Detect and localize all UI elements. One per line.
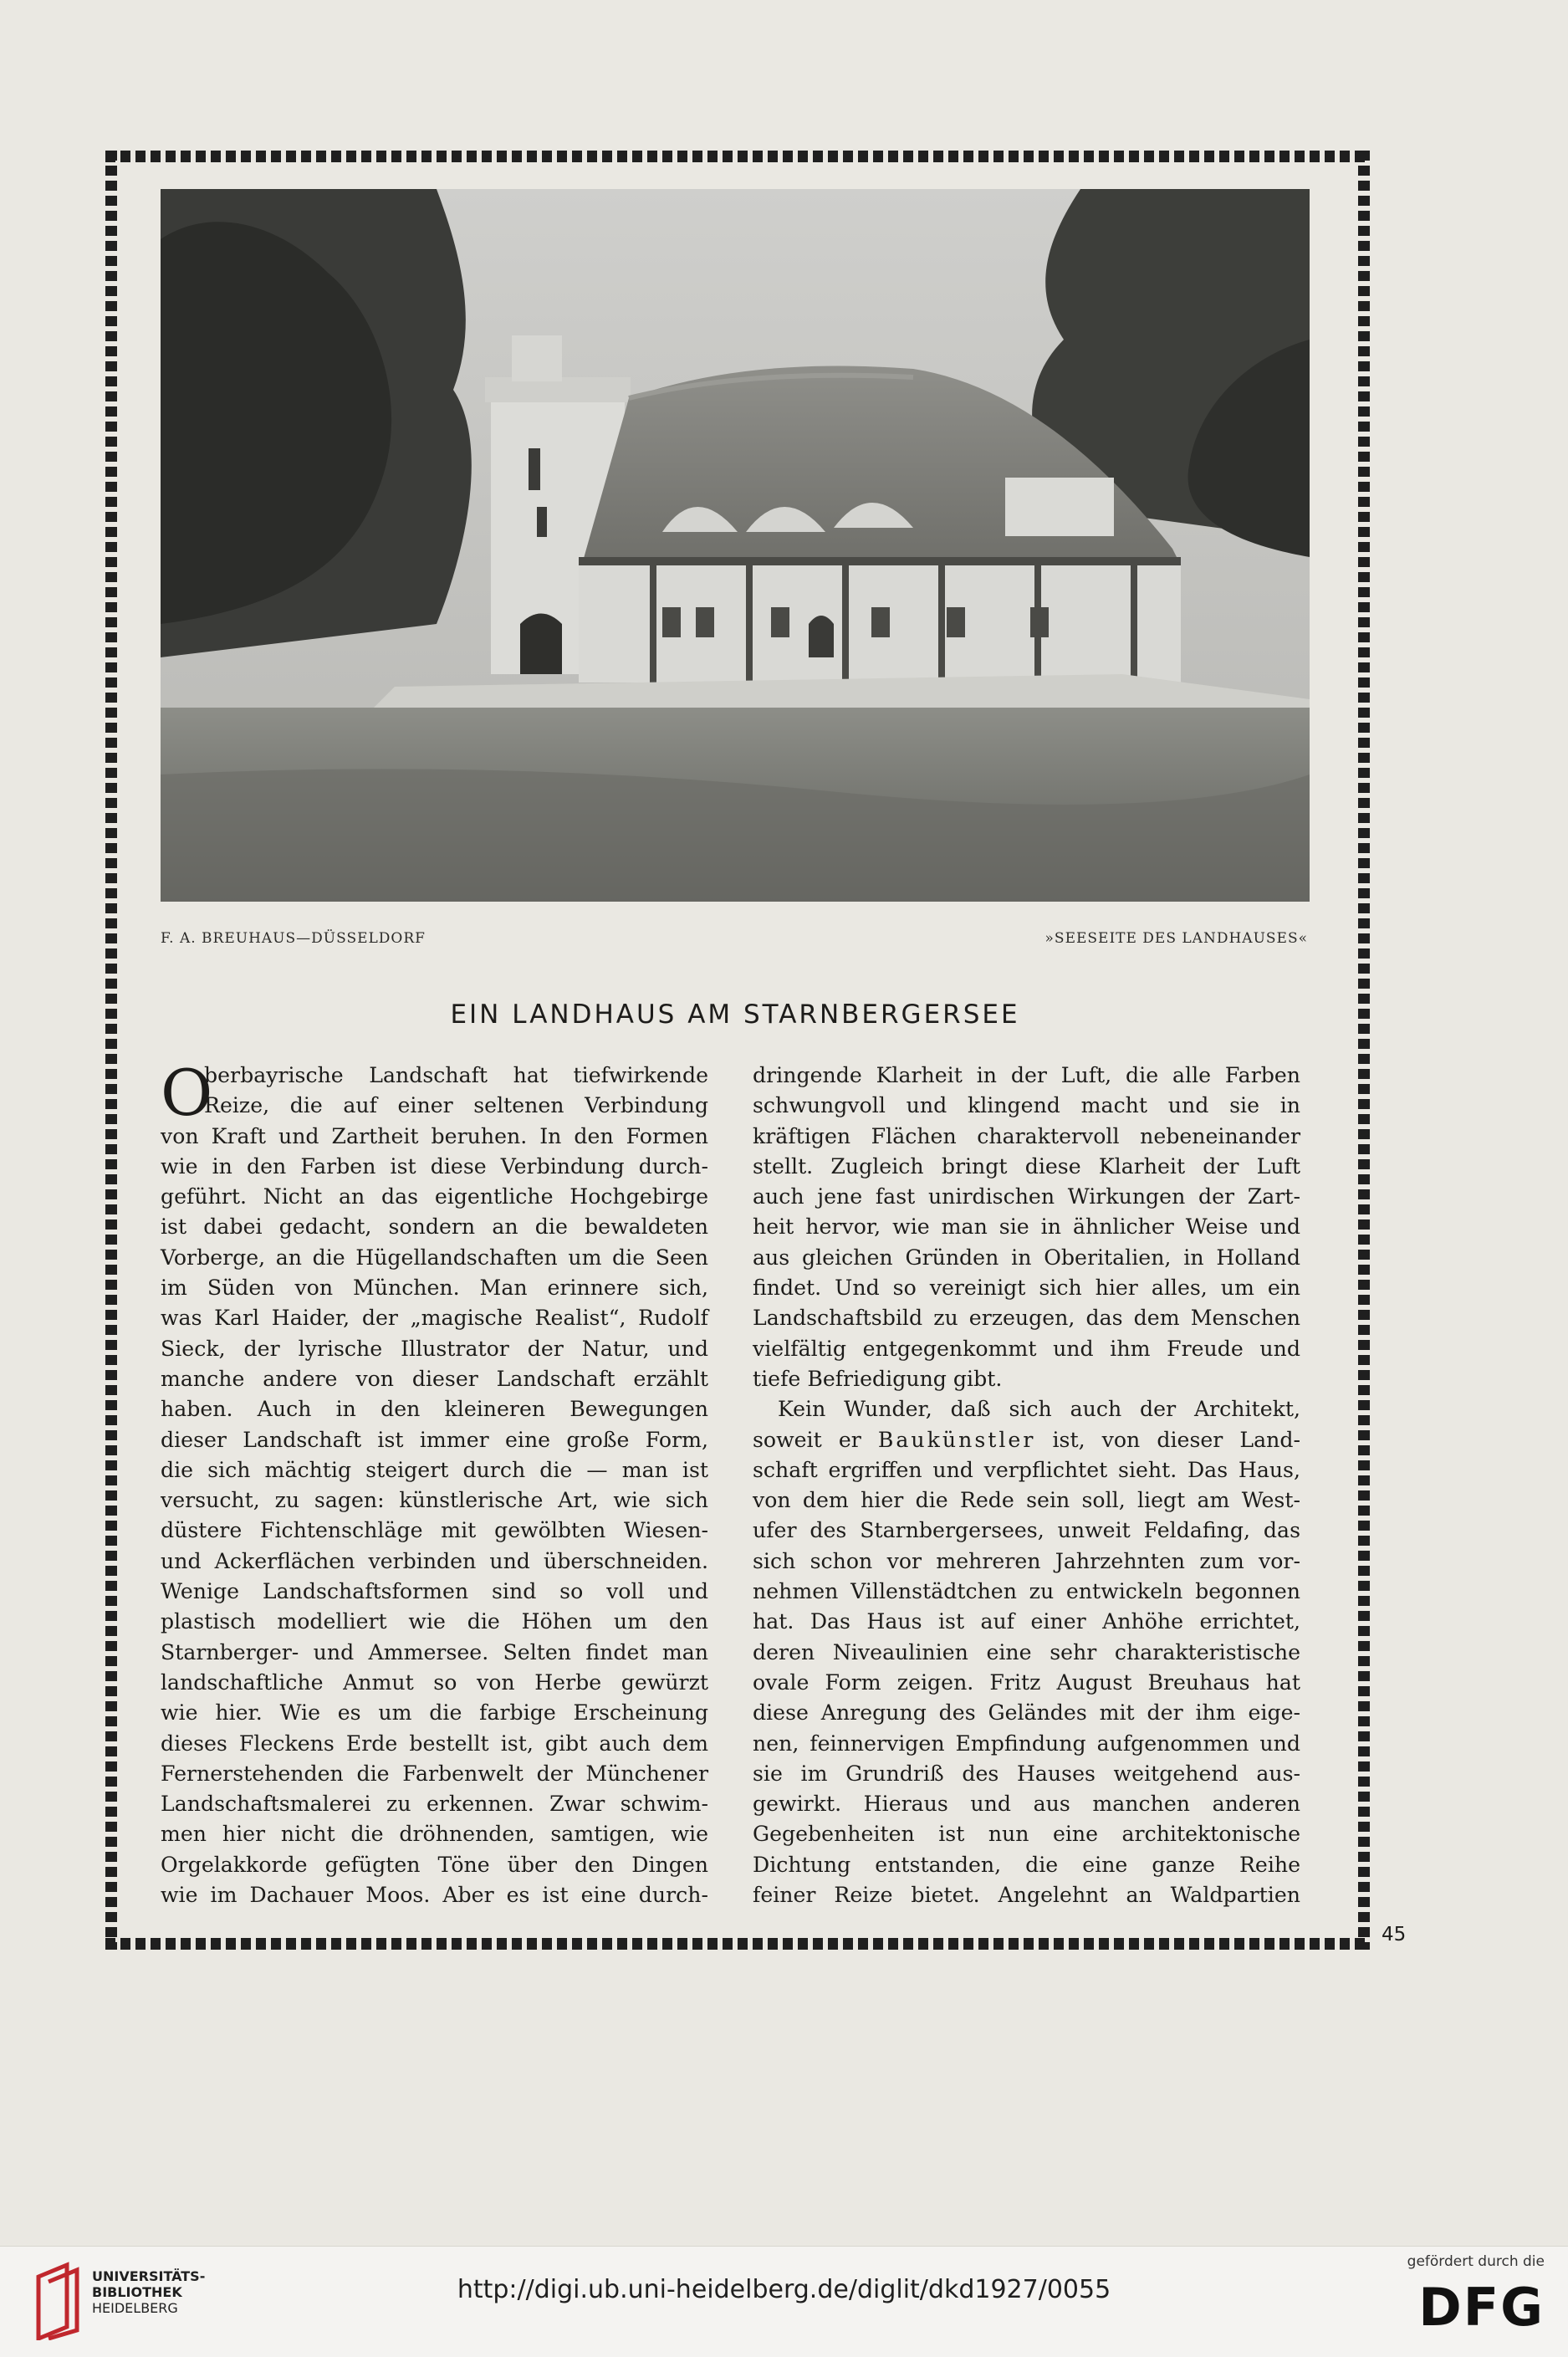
text-line: nen, feinnervigen Empfindung aufgenommen und <box>753 1731 1300 1756</box>
text-line: Gegebenheiten ist nun eine architektonische <box>753 1822 1300 1847</box>
text-line: wie im Dachauer Moos. Aber es ist eine durch- <box>161 1883 708 1908</box>
text-line: Dichtung entstanden, die eine ganze Reihe <box>753 1852 1300 1877</box>
text-line: Vorberge, an die Hügellandschaften um die Seen <box>161 1245 708 1270</box>
text-line: findet. Und so vereinigt sich hier alles, um ein <box>753 1276 1300 1301</box>
article-title: EIN LANDHAUS AM STARNBERGERSEE <box>450 1000 1020 1030</box>
library-name-line: BIBLIOTHEK <box>92 2284 182 2300</box>
text-line: auch jene fast unirdischen Wirkungen der Zart- <box>753 1184 1300 1209</box>
text-line: versucht, zu sagen: künstlerische Art, wie sich <box>161 1488 708 1513</box>
text-line: plastisch modelliert wie die Höhen um den <box>161 1609 708 1634</box>
text-line: nehmen Villenstädtchen zu entwickeln begonnen <box>753 1579 1300 1604</box>
photo-title-caption: »SEESEITE DES LANDHAUSES« <box>1044 930 1308 947</box>
text-line: manche andere von dieser Landschaft erzählt <box>161 1366 708 1391</box>
text-line: Wenige Landschaftsformen sind so voll und <box>161 1579 708 1604</box>
text-line: schaft ergriffen und verpflichtet sieht. Das Haus, <box>753 1457 1300 1482</box>
text-line: Landschaftsbild zu erzeugen, das dem Menschen <box>753 1306 1300 1331</box>
text-line: sie im Grundriß des Hauses weitgehend aus- <box>753 1761 1300 1786</box>
frame-right-border <box>1358 151 1370 1950</box>
text-line: gewirkt. Hieraus und aus manchen anderen <box>753 1792 1300 1817</box>
drop-cap: O <box>161 1056 213 1130</box>
text-column-right <box>753 1061 1300 1910</box>
text-line: geführt. Nicht an das eigentliche Hochgebirge <box>161 1184 708 1209</box>
text-line: Reize, die auf einer seltenen Verbindung <box>204 1093 708 1118</box>
text-line: und Ackerflächen verbinden und überschneiden. <box>161 1548 708 1573</box>
text-line: wie hier. Wie es um die farbige Erscheinung <box>161 1700 708 1726</box>
text-line: kräftigen Flächen charaktervoll nebeneinander <box>753 1123 1300 1148</box>
text-line: ufer des Starnbergersees, unweit Feldafing, das <box>753 1518 1300 1543</box>
text-line: von Kraft und Zartheit beruhen. In den Formen <box>161 1123 708 1148</box>
text-line: hat. Das Haus ist auf einer Anhöhe errichtet, <box>753 1609 1300 1634</box>
text-line: dieses Fleckens Erde bestellt ist, gibt auch dem <box>161 1731 708 1756</box>
text-line: was Karl Haider, der „magische Realist“, Rudolf <box>161 1306 708 1331</box>
library-name-line: UNIVERSITÄTS- <box>92 2268 206 2284</box>
text-column-left <box>161 1056 708 1910</box>
text-line-mixed <box>753 1425 1300 1455</box>
text-line: heit hervor, wie man sie in ähnlicher Weise und <box>753 1214 1300 1240</box>
dfg-logo[interactable]: DFG <box>1418 2277 1545 2338</box>
page-number: 45 <box>1382 1924 1407 1945</box>
text-line: aus gleichen Gründen in Oberitalien, in Holland <box>753 1245 1300 1270</box>
text-line: ovale Form zeigen. Fritz August Breuhaus hat <box>753 1669 1300 1695</box>
text-line: Sieck, der lyrische Illustrator der Natur, und <box>161 1336 708 1361</box>
text-line: Kein Wunder, daß sich auch der Architekt, <box>778 1397 1300 1422</box>
text-line: men hier nicht die dröhnenden, samtigen, wie <box>161 1822 708 1847</box>
frame-left-border <box>105 151 117 1950</box>
text-line: schwungvoll und klingend macht und sie in <box>753 1093 1300 1118</box>
spaced-emphasis-word: Baukünstler <box>877 1427 1036 1452</box>
text-line: vielfältig entgegenkommt und ihm Freude und <box>753 1336 1300 1361</box>
text-line: die sich mächtig steigert durch die — man ist <box>161 1457 708 1482</box>
text-line: sich schon vor mehreren Jahrzehnten zum vor- <box>753 1548 1300 1573</box>
text-line: diese Anregung des Geländes mit der ihm eige- <box>753 1700 1300 1726</box>
text-line: Fernerstehenden die Farbenwelt der Münchener <box>161 1761 708 1786</box>
text-line: stellt. Zugleich bringt diese Klarheit der Luft <box>753 1153 1300 1178</box>
text-line: Landschaftsmalerei zu erkennen. Zwar schwim- <box>161 1792 708 1817</box>
text-line: feiner Reize bietet. Angelehnt an Waldpartien <box>753 1883 1300 1908</box>
text-line: wie in den Farben ist diese Verbindung durch- <box>161 1153 708 1178</box>
text-line: düstere Fichtenschläge mit gewölbten Wiesen- <box>161 1518 708 1543</box>
photo-credit-caption: F. A. BREUHAUS—DÜSSELDORF <box>161 930 426 947</box>
text-line: haben. Auch in den kleineren Bewegungen <box>161 1397 708 1422</box>
text-line: deren Niveaulinien eine sehr charakteristische <box>753 1639 1300 1664</box>
text-line: ist dabei gedacht, sondern an die bewaldeten <box>161 1214 708 1240</box>
permalink-url[interactable]: http://digi.ub.uni-heidelberg.de/diglit/dkd1927/0055 <box>457 2275 1111 2304</box>
text-line: im Süden von München. Man erinnere sich, <box>161 1276 708 1301</box>
text-line: Starnberger- und Ammersee. Selten findet man <box>161 1639 708 1664</box>
frame-top-border <box>105 151 1370 162</box>
text-fragment: soweit er <box>753 1427 861 1452</box>
funded-by-label: gefördert durch die <box>1407 2253 1545 2270</box>
text-line: berbayrische Landschaft hat tiefwirkende <box>204 1063 708 1087</box>
house-photograph <box>161 189 1310 902</box>
text-line: landschaftliche Anmut so von Herbe gewürzt <box>161 1669 708 1695</box>
text-fragment: ist, von dieser Land- <box>1052 1427 1300 1452</box>
library-name-line: HEIDELBERG <box>92 2300 178 2316</box>
text-line: dringende Klarheit in der Luft, die alle Farben <box>753 1063 1300 1087</box>
text-line: tiefe Befriedigung gibt. <box>753 1366 1003 1391</box>
text-line: Orgelakkorde gefügten Töne über den Dingen <box>161 1852 708 1877</box>
frame-bottom-border <box>105 1938 1370 1950</box>
text-line: von dem hier die Rede sein soll, liegt am West- <box>753 1488 1300 1513</box>
text-line: dieser Landschaft ist immer eine große Form, <box>161 1427 708 1452</box>
